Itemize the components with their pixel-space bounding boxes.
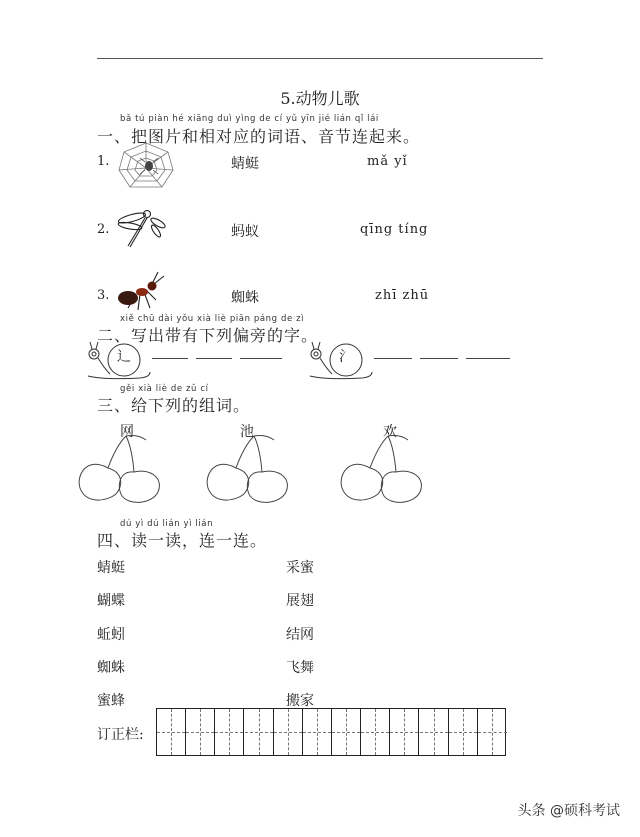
correction-label: 订正栏: — [97, 727, 144, 743]
grid-cell[interactable] — [478, 709, 507, 755]
grid-cell[interactable] — [332, 709, 361, 755]
row2-word: 蚂蚁 — [231, 224, 259, 240]
radical-1: 辶 — [117, 349, 131, 365]
row1-pinyin: mǎ yǐ — [367, 154, 408, 169]
row3-number: 3. — [97, 288, 110, 303]
section3-heading: 三、给下列的组词。 — [97, 396, 251, 415]
section2-heading: 二、写出带有下列偏旁的字。 — [97, 326, 319, 345]
grid-cell[interactable] — [186, 709, 215, 755]
left-word: 蜘蛛 — [97, 660, 125, 676]
right-word: 搬家 — [286, 693, 314, 709]
answer-blank[interactable] — [152, 358, 188, 359]
left-word: 蝴蝶 — [97, 593, 125, 609]
cherry-icon — [76, 432, 166, 512]
answer-blank[interactable] — [196, 358, 232, 359]
answer-blank[interactable] — [374, 358, 412, 359]
grid-cell[interactable] — [420, 709, 449, 755]
section1-pinyin: bǎ tú piàn hé xiāng duì yìng de cí yǔ yīn jié lián qǐ lái — [120, 114, 379, 124]
row2-number: 2. — [97, 222, 110, 237]
grid-cell[interactable] — [303, 709, 332, 755]
grid-cell[interactable] — [449, 709, 478, 755]
dragonfly-icon — [114, 206, 166, 254]
row3-word: 蜘蛛 — [231, 290, 259, 306]
grid-cell[interactable] — [390, 709, 419, 755]
cherry-icon — [338, 432, 428, 512]
top-rule — [97, 58, 543, 59]
right-word: 结网 — [286, 627, 314, 643]
section2-pinyin: xiě chū dài yǒu xià liè piān páng de zì — [120, 314, 305, 324]
grid-cell[interactable] — [361, 709, 390, 755]
grid-cell[interactable] — [215, 709, 244, 755]
right-word: 采蜜 — [286, 560, 314, 576]
right-word: 飞舞 — [286, 660, 314, 676]
row2-pinyin: qīng tíng — [360, 222, 429, 237]
right-word: 展翅 — [286, 593, 314, 609]
grid-cell[interactable] — [274, 709, 303, 755]
section4-heading: 四、读一读，连一连。 — [97, 531, 268, 550]
answer-blank[interactable] — [420, 358, 458, 359]
section1-heading: 一、把图片和相对应的词语、音节连起来。 — [97, 127, 421, 146]
grid-cell[interactable] — [245, 709, 274, 755]
row1-word: 蜻蜓 — [231, 156, 259, 172]
section3-pinyin: gěi xià liè de zǔ cí — [120, 384, 209, 394]
radical-2: 氵 — [339, 349, 353, 365]
section4-pinyin: dú yì dú lián yì lián — [120, 519, 214, 529]
answer-blank[interactable] — [240, 358, 282, 359]
spider-web-icon — [116, 140, 176, 196]
cherry-char-2: 池 — [240, 424, 254, 440]
left-word: 蜜蜂 — [97, 693, 125, 709]
row3-pinyin: zhī zhū — [375, 288, 430, 303]
cherry-char-1: 网 — [120, 424, 134, 440]
ant-icon — [116, 270, 168, 320]
row1-number: 1. — [97, 154, 110, 169]
left-word: 蚯蚓 — [97, 627, 125, 643]
watermark: 头条 @硕科考试 — [517, 803, 620, 819]
grid-cell[interactable] — [157, 709, 186, 755]
correction-grid[interactable] — [156, 708, 506, 756]
left-word: 蜻蜓 — [97, 560, 125, 576]
cherry-icon — [204, 432, 294, 512]
cherry-char-3: 欢 — [383, 424, 397, 440]
page-title: 5.动物儿歌 — [280, 89, 360, 108]
answer-blank[interactable] — [466, 358, 510, 359]
